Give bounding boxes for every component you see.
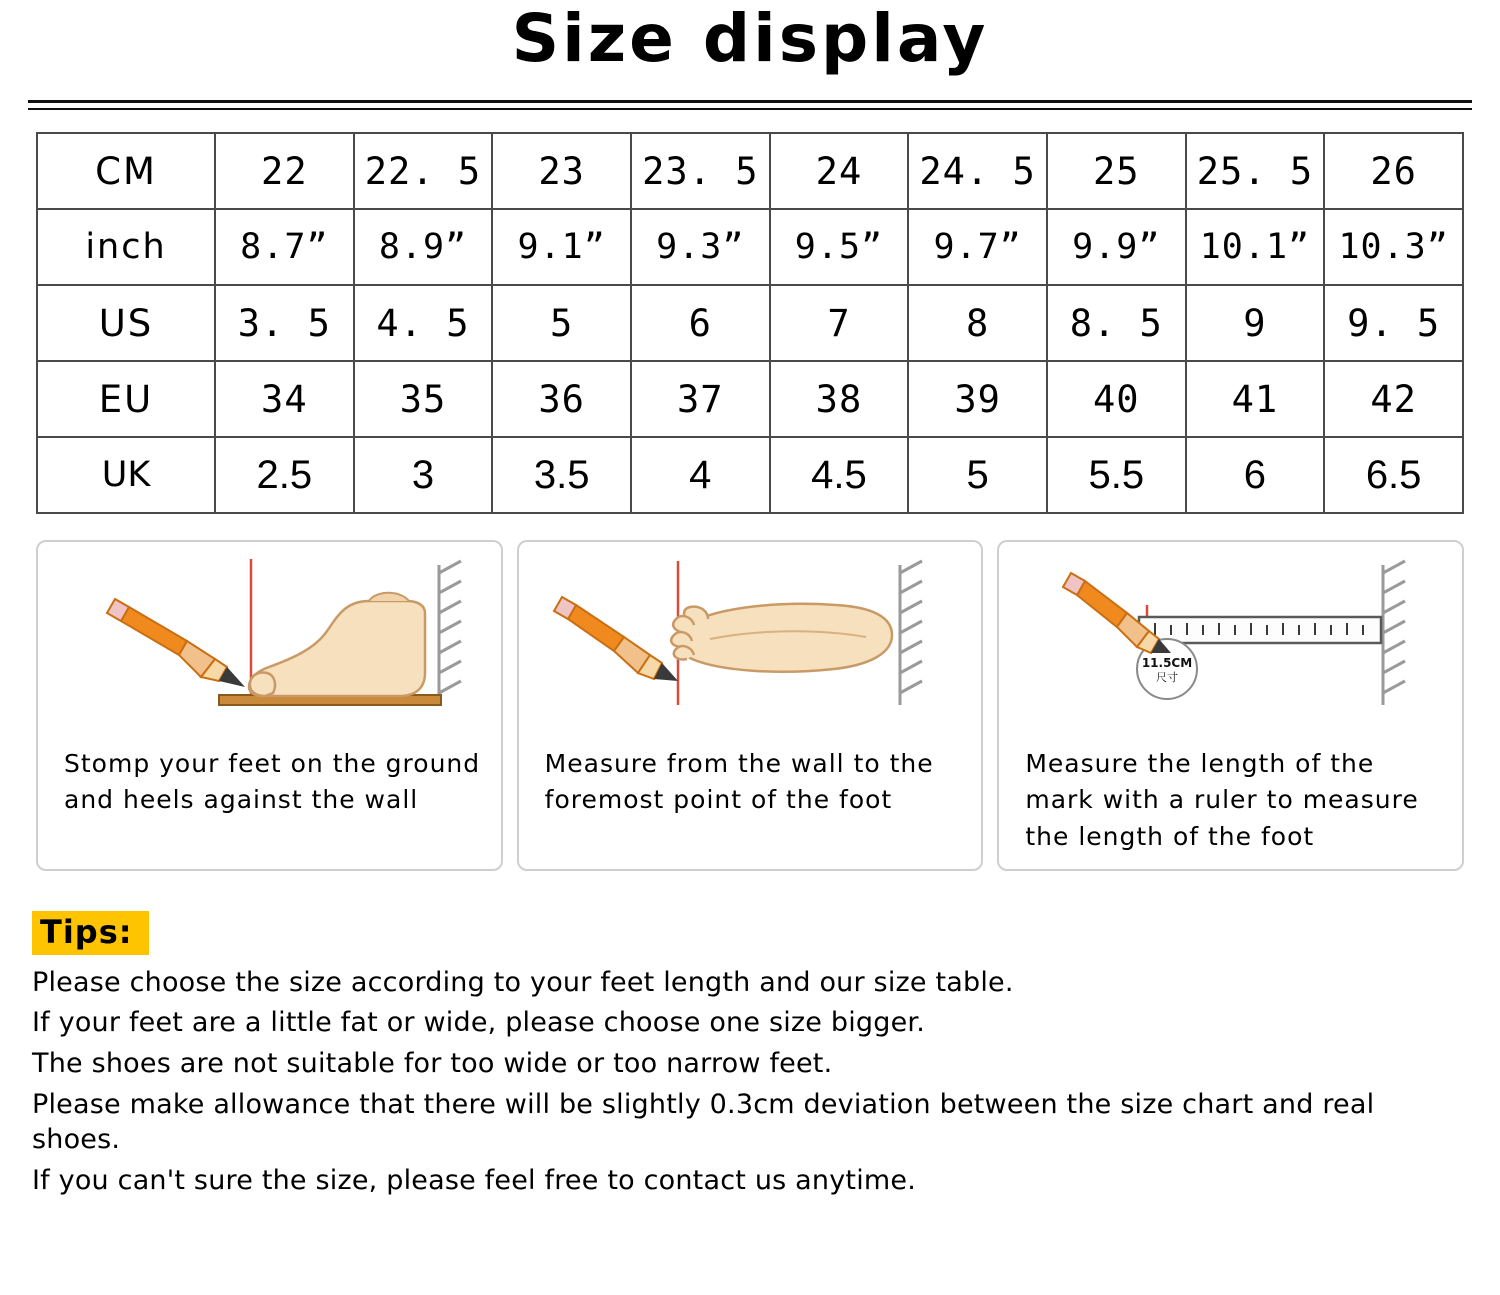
cell-uk-8: 6 <box>1186 437 1325 513</box>
tips-line: Please choose the size according to your feet length and our size table. <box>32 966 1014 998</box>
cell-inch-3: 9.1” <box>492 209 631 285</box>
cell-eu-2: 35 <box>354 361 493 437</box>
tips-line: Please make allowance that there will be slightly 0.3cm deviation between the size chart and real shoes. <box>32 1088 1375 1156</box>
cell-eu-9: 42 <box>1324 361 1463 437</box>
cell-cm-7: 25 <box>1047 133 1186 209</box>
table-row <box>37 361 1463 437</box>
cell-uk-5: 4.5 <box>770 437 909 513</box>
ruler-measure-mark-icon <box>1011 552 1450 742</box>
cell-us-8: 9 <box>1186 285 1325 361</box>
cell-uk-9: 6.5 <box>1324 437 1463 513</box>
divider-thin <box>28 108 1472 110</box>
title-divider <box>28 100 1472 110</box>
foot-top-view-with-pencil-icon <box>531 552 970 742</box>
cell-us-2: 4. 5 <box>354 285 493 361</box>
foot-side-view-with-pencil-icon <box>50 552 489 742</box>
svg-text:尺寸: 尺寸 <box>1155 670 1178 684</box>
cell-us-7: 8. 5 <box>1047 285 1186 361</box>
step-caption-3: Measure the length of the mark with a ruler to measure the length of the foot <box>1025 749 1419 851</box>
svg-text:11.5CM: 11.5CM <box>1141 655 1192 670</box>
cell-cm-2: 22. 5 <box>354 133 493 209</box>
divider-thick <box>28 100 1472 103</box>
cell-cm-9: 26 <box>1324 133 1463 209</box>
table-row <box>37 209 1463 285</box>
measure-steps <box>28 540 1472 871</box>
table-row <box>37 437 1463 513</box>
cell-inch-8: 10.1” <box>1186 209 1325 285</box>
cell-cm-3: 23 <box>492 133 631 209</box>
tips-lines <box>32 965 1468 1199</box>
cell-us-6: 8 <box>908 285 1047 361</box>
cell-us-5: 7 <box>770 285 909 361</box>
cell-inch-4: 9.3” <box>631 209 770 285</box>
cell-uk-4: 4 <box>631 437 770 513</box>
row-header-eu: EU <box>37 361 215 437</box>
tips-label: Tips: <box>32 911 149 955</box>
cell-cm-5: 24 <box>770 133 909 209</box>
cell-us-9: 9. 5 <box>1324 285 1463 361</box>
cell-inch-2: 8.9” <box>354 209 493 285</box>
cell-eu-4: 37 <box>631 361 770 437</box>
cell-cm-8: 25. 5 <box>1186 133 1325 209</box>
cell-eu-3: 36 <box>492 361 631 437</box>
row-header-us: US <box>37 285 215 361</box>
cell-us-1: 3. 5 <box>215 285 354 361</box>
cell-eu-5: 38 <box>770 361 909 437</box>
row-header-inch: inch <box>37 209 215 285</box>
cell-eu-7: 40 <box>1047 361 1186 437</box>
cell-cm-1: 22 <box>215 133 354 209</box>
step-caption-1: Stomp your feet on the ground and heels against the wall <box>64 749 481 815</box>
page-title: Size display <box>511 0 989 77</box>
cell-eu-6: 39 <box>908 361 1047 437</box>
row-header-uk: UK <box>37 437 215 513</box>
cell-uk-1: 2.5 <box>215 437 354 513</box>
tips-line: The shoes are not suitable for too wide or too narrow feet. <box>32 1048 833 1079</box>
cell-eu-8: 41 <box>1186 361 1325 437</box>
step-card-2 <box>517 540 984 871</box>
table-row <box>37 133 1463 209</box>
cell-eu-1: 34 <box>215 361 354 437</box>
size-table <box>36 132 1464 514</box>
cell-inch-9: 10.3” <box>1324 209 1463 285</box>
cell-inch-7: 9.9” <box>1047 209 1186 285</box>
tips-section <box>28 911 1472 1199</box>
cell-us-4: 6 <box>631 285 770 361</box>
cell-inch-6: 9.7” <box>908 209 1047 285</box>
tips-line: If you can't sure the size, please feel free to contact us anytime. <box>32 1164 917 1196</box>
cell-uk-6: 5 <box>908 437 1047 513</box>
step-card-3 <box>997 540 1464 871</box>
cell-cm-6: 24. 5 <box>908 133 1047 209</box>
row-header-cm: CM <box>37 133 215 209</box>
cell-uk-3: 3.5 <box>492 437 631 513</box>
cell-us-3: 5 <box>492 285 631 361</box>
cell-uk-2: 3 <box>354 437 493 513</box>
size-table-container <box>28 132 1472 514</box>
step-card-1 <box>36 540 503 871</box>
step-caption-2: Measure from the wall to the foremost point of the foot <box>544 749 934 815</box>
cell-inch-1: 8.7” <box>215 209 354 285</box>
table-row <box>37 285 1463 361</box>
cell-inch-5: 9.5” <box>770 209 909 285</box>
cell-uk-7: 5.5 <box>1047 437 1186 513</box>
cell-cm-4: 23. 5 <box>631 133 770 209</box>
tips-line: If your feet are a little fat or wide, please choose one size bigger. <box>32 1007 926 1039</box>
